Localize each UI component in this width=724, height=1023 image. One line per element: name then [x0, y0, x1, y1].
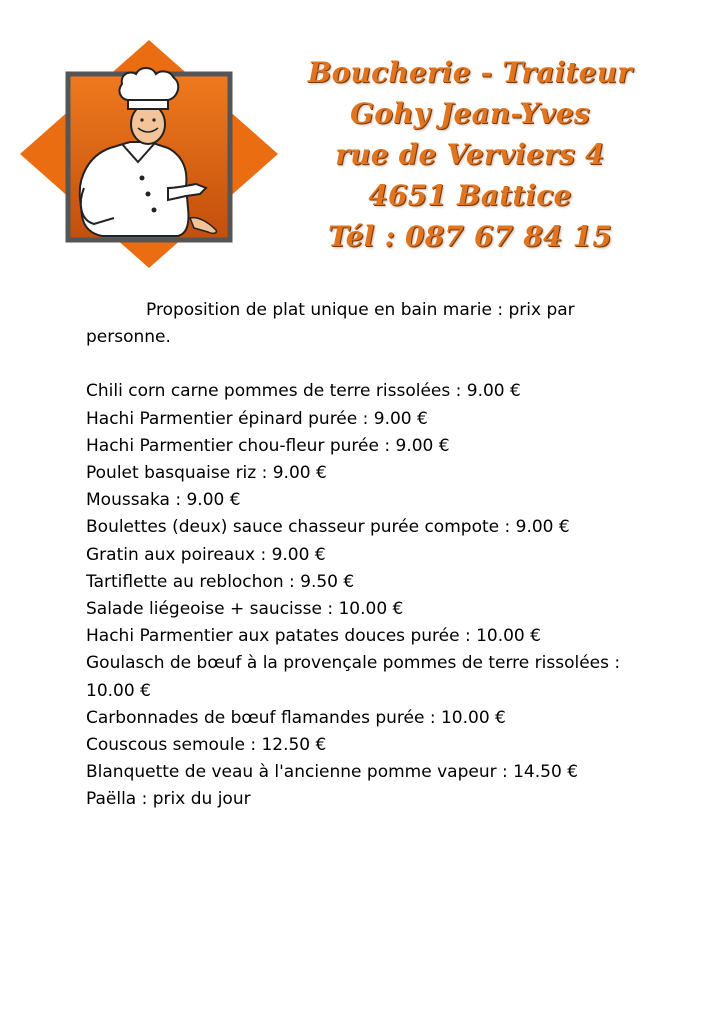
dish-item: Hachi Parmentier chou-fleur purée : 9.00 € — [86, 435, 450, 456]
dish-item: Poulet basquaise riz : 9.00 € — [86, 463, 327, 484]
dish-item: Blanquette de veau à l'ancienne pomme vapeur : 14.50 € — [86, 762, 579, 783]
shop-header — [290, 52, 650, 257]
dish-item: Chili corn carne pommes de terre rissolées : 9.00 € — [86, 381, 521, 402]
city-address: 4651 Battice — [368, 179, 572, 212]
menu-content — [86, 297, 646, 814]
dish-item: Paëlla : prix du jour — [86, 789, 251, 810]
dish-item: Goulasch de bœuf à la provençale pommes de terre rissolées : 10.00 € — [86, 653, 621, 701]
shop-name: Boucherie - Traiteur — [307, 56, 633, 89]
chef-illustration-icon — [18, 38, 280, 270]
dish-item: Carbonnades de bœuf flamandes purée : 10.00 € — [86, 707, 506, 728]
owner-name: Gohy Jean-Yves — [350, 97, 590, 130]
dish-item: Couscous semoule : 12.50 € — [86, 735, 327, 756]
street-address: rue de Verviers 4 — [335, 138, 605, 171]
dish-item: Salade liégeoise + saucisse : 10.00 € — [86, 599, 404, 620]
dish-item: Boulettes (deux) sauce chasseur purée compote : 9.00 € — [86, 517, 570, 538]
dish-item: Moussaka : 9.00 € — [86, 490, 241, 511]
dish-item: Hachi Parmentier aux patates douces purée : 10.00 € — [86, 626, 541, 647]
phone-number: Tél : 087 67 84 15 — [327, 220, 613, 253]
intro-paragraph: Proposition de plat unique en bain marie : prix par personne. — [86, 300, 575, 348]
dish-item: Gratin aux poireaux : 9.00 € — [86, 544, 326, 565]
dish-item: Hachi Parmentier épinard purée : 9.00 € — [86, 408, 428, 429]
dish-item: Tartiflette au reblochon : 9.50 € — [86, 571, 355, 592]
chef-logo — [18, 38, 280, 270]
